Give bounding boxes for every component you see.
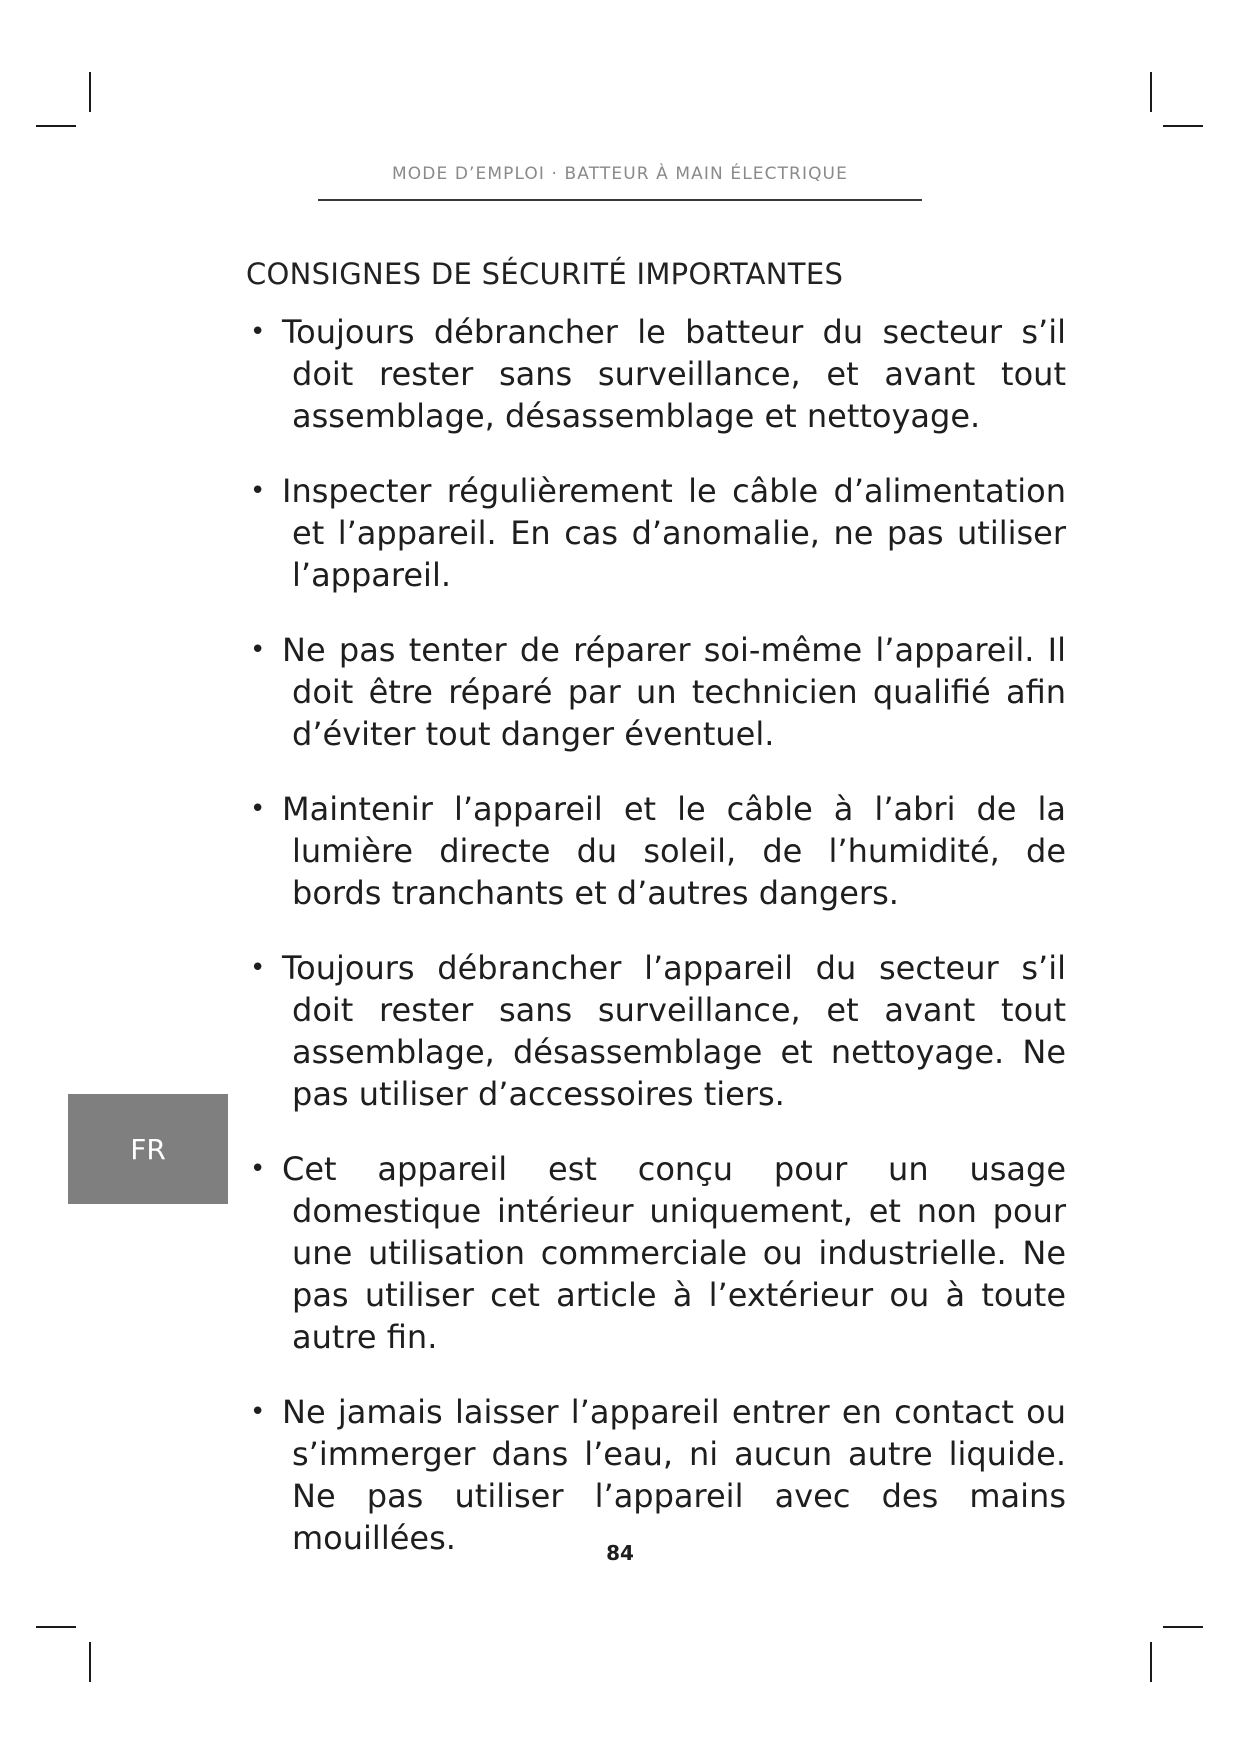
list-item: [246, 1391, 1066, 1559]
list-item-text: Maintenir l’appareil et le câble à l’abri de la lumière directe du soleil, de l’humidité, de bords tranchants et d’autres dangers.: [282, 790, 1066, 912]
list-item-text: Ne pas tenter de réparer soi-même l’appareil. Il doit être réparé par un technicien qualifié afin d’éviter tout danger éventuel.: [282, 631, 1066, 753]
language-tab-label: FR: [130, 1132, 166, 1166]
page-number: 84: [606, 1541, 634, 1565]
list-item: [246, 1148, 1066, 1358]
bullet-icon: •: [250, 794, 266, 824]
crop-mark-top-left-horizontal: [36, 125, 76, 127]
safety-instructions-list: [246, 311, 1066, 1592]
bullet-icon: •: [250, 1154, 266, 1184]
crop-mark-bottom-left-vertical: [89, 1642, 91, 1682]
list-item: [246, 947, 1066, 1115]
bullet-icon: •: [250, 476, 266, 506]
running-header: MODE D’EMPLOI · BATTEUR À MAIN ÉLECTRIQUE: [392, 164, 848, 184]
list-item-text: Cet appareil est conçu pour un usage domestique intérieur uniquement, et non pour une utilisation commerciale ou industrielle. Ne pas utiliser cet article à l’extérieur ou à toute autre fin.: [282, 1150, 1066, 1356]
list-item-text: Toujours débrancher l’appareil du secteur s’il doit rester sans surveillance, et avant tout assemblage, désassemblage et nettoyage. Ne pas utiliser d’accessoires tiers.: [282, 949, 1066, 1113]
bullet-icon: •: [250, 1397, 266, 1427]
list-item: [246, 788, 1066, 914]
list-item-text: Ne jamais laisser l’appareil entrer en contact ou s’immerger dans l’eau, ni aucun autre liquide. Ne pas utiliser l’appareil avec des mains mouillées.: [282, 1393, 1066, 1557]
list-item: [246, 311, 1066, 437]
bullet-icon: •: [250, 317, 266, 347]
language-tab: [68, 1094, 228, 1204]
crop-mark-bottom-left-horizontal: [36, 1626, 76, 1628]
crop-mark-top-right-vertical: [1150, 72, 1152, 112]
bullet-icon: •: [250, 953, 266, 983]
section-title: CONSIGNES DE SÉCURITÉ IMPORTANTES: [246, 257, 844, 291]
list-item-text: Inspecter régulièrement le câble d’alimentation et l’appareil. En cas d’anomalie, ne pas utiliser l’appareil.: [282, 472, 1066, 594]
crop-mark-bottom-right-vertical: [1150, 1642, 1152, 1682]
crop-mark-top-right-horizontal: [1163, 125, 1203, 127]
list-item-text: Toujours débrancher le batteur du secteur s’il doit rester sans surveillance, et avant tout assemblage, désassemblage et nettoyage.: [282, 313, 1066, 435]
crop-mark-bottom-right-horizontal: [1163, 1626, 1203, 1628]
list-item: [246, 470, 1066, 596]
bullet-icon: •: [250, 635, 266, 665]
crop-mark-top-left-vertical: [89, 72, 91, 112]
list-item: [246, 629, 1066, 755]
header-divider: [318, 199, 922, 201]
